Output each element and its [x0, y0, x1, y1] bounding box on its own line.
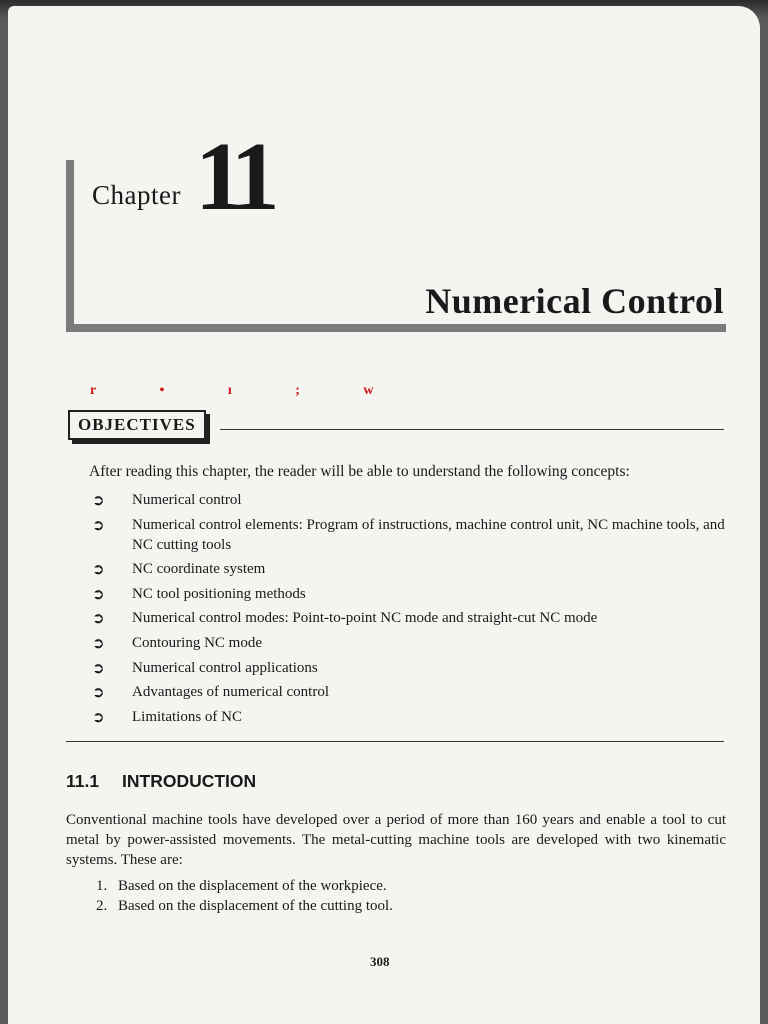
list-item-text: Based on the displacement of the cutting tool. [118, 898, 393, 914]
list-item-text: Advantages of numerical control [132, 684, 330, 701]
list-item [92, 515, 732, 555]
arrow-bullet-icon: ➲ [92, 658, 105, 677]
list-item-text: NC tool positioning methods [132, 585, 306, 602]
arrow-bullet-icon: ➲ [92, 707, 105, 726]
list-item [92, 490, 732, 510]
list-item [92, 707, 732, 727]
arrow-bullet-icon: ➲ [92, 515, 105, 534]
list-item-text: Numerical control [132, 492, 242, 508]
list-item-text: Based on the displacement of the workpiece. [118, 878, 387, 894]
red-annotation-marks: r • ı ; w [90, 383, 404, 398]
list-number: 2. [96, 898, 108, 914]
arrow-bullet-icon: ➲ [92, 633, 105, 652]
objectives-rule [220, 429, 724, 430]
chapter-label: Chapter [92, 180, 181, 210]
chapter-number: 11 [195, 123, 272, 231]
list-item-text: Numerical control elements: Program of instructions, machine control unit, NC machine tools, and NC cutting tools [132, 516, 725, 553]
objectives-intro: After reading this chapter, the reader will be able to understand the following concepts: [89, 463, 630, 480]
intro-paragraph: Conventional machine tools have developed over a period of more than 160 years and enable a tool to cut metal by power-assisted movements. The metal-cutting machine tools are developed with two kinematic systems. These are: [66, 812, 726, 868]
list-item-text: Numerical control modes: Point-to-point NC mode and straight-cut NC mode [132, 610, 598, 627]
page-number: 308 [370, 954, 390, 969]
list-item [92, 658, 732, 678]
numbered-list [96, 876, 393, 916]
chapter-title: Numerical Control [425, 281, 724, 321]
frame-left-bar [66, 160, 74, 332]
list-item [92, 559, 732, 579]
list-item-text: Limitations of NC [132, 708, 242, 725]
list-item-text: Numerical control applications [132, 659, 318, 676]
section-heading [66, 771, 256, 792]
section-divider [66, 741, 724, 742]
list-item-text: NC coordinate system [132, 561, 266, 578]
list-number: 1. [96, 878, 108, 894]
list-item [92, 584, 732, 604]
objectives-list [92, 490, 732, 731]
arrow-bullet-icon: ➲ [92, 560, 105, 579]
arrow-bullet-icon: ➲ [92, 609, 105, 628]
section-number: 11.1 [66, 771, 100, 791]
frame-bottom-bar [66, 324, 726, 332]
arrow-bullet-icon: ➲ [92, 491, 105, 509]
objectives-heading: OBJECTIVES [68, 410, 206, 440]
section-title: INTRODUCTION [122, 771, 257, 791]
list-item [96, 896, 393, 916]
arrow-bullet-icon: ➲ [92, 584, 105, 603]
list-item-text: Contouring NC mode [132, 634, 262, 651]
list-item [92, 608, 732, 628]
list-item [92, 682, 732, 702]
arrow-bullet-icon: ➲ [92, 683, 105, 702]
list-item [92, 633, 732, 653]
list-item [96, 876, 393, 896]
